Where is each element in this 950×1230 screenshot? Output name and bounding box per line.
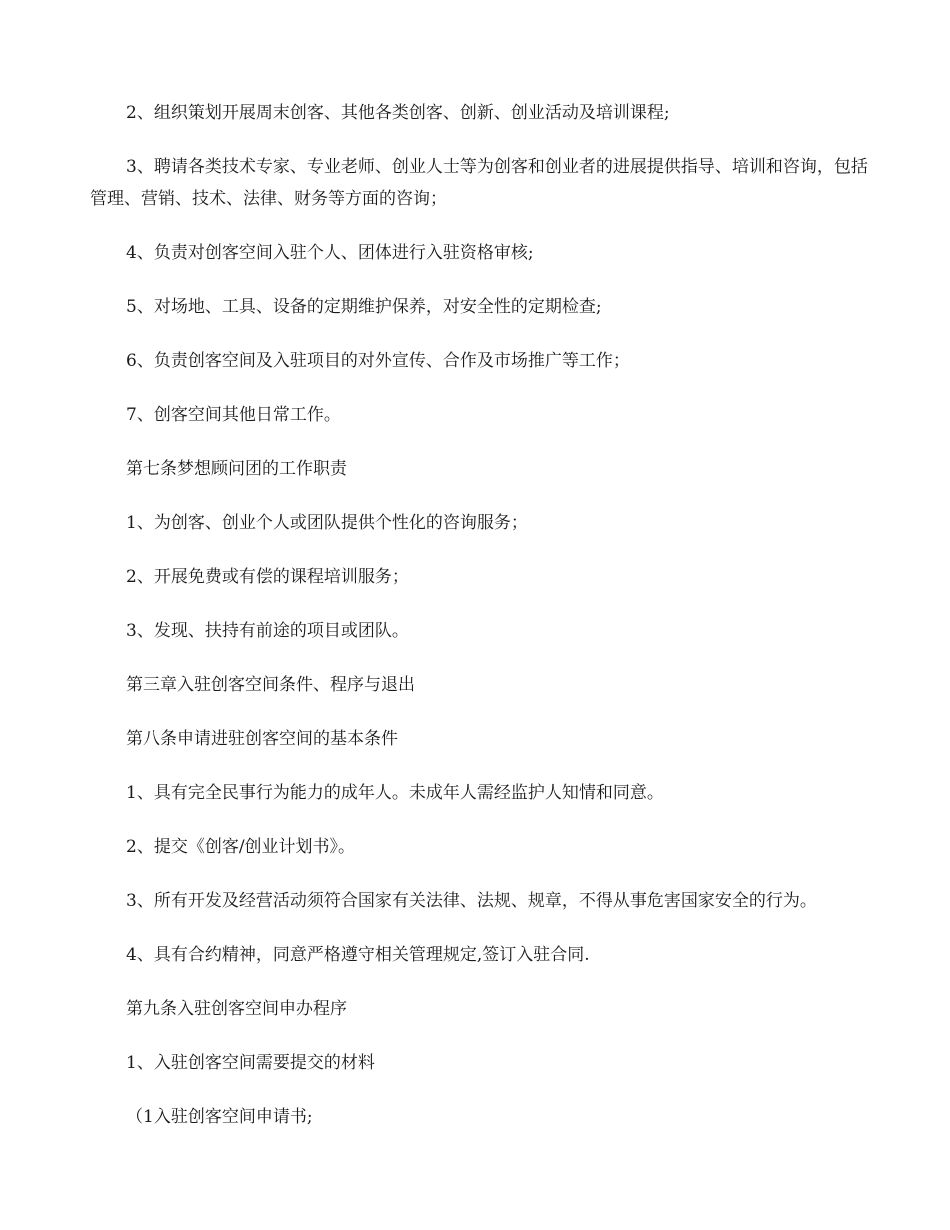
paragraph-condition-2: 2、提交《创客/创业计划书》。 <box>126 837 356 857</box>
paragraph-gap <box>90 917 880 939</box>
paragraph-gap <box>90 129 880 151</box>
paragraph-advisor-1: 1、为创客、创业个人或团队提供个性化的咨询服务； <box>126 513 528 533</box>
paragraph-gap <box>90 647 880 669</box>
paragraph-material-1: （1入驻创客空间申请书; <box>126 1107 313 1127</box>
paragraph-duty-3: 3、聘请各类技术专家、专业老师、创业人士等为创客和创业者的进展提供指导、培训和咨询，包括管理、营销、技术、法律、财务等方面的咨询； <box>90 157 868 209</box>
paragraph-gap <box>90 431 880 453</box>
paragraph-duty-6: 6、负责创客空间及入驻项目的对外宣传、合作及市场推广等工作； <box>126 351 630 371</box>
chapter-3-heading: 第三章入驻创客空间条件、程序与退出 <box>126 675 415 695</box>
paragraph-duty-4: 4、负责对创客空间入驻个人、团体进行入驻资格审核; <box>126 243 534 263</box>
paragraph-gap <box>90 809 880 831</box>
paragraph-advisor-3: 3、发现、扶持有前途的项目或团队。 <box>126 621 409 641</box>
paragraph-gap <box>90 215 880 237</box>
paragraph-gap <box>90 485 880 507</box>
paragraph-condition-4: 4、具有合约精神，同意严格遵守相关管理规定,签订入驻合同. <box>126 945 590 965</box>
paragraph-gap <box>90 593 880 615</box>
paragraph-gap <box>90 755 880 777</box>
paragraph-gap <box>90 1025 880 1047</box>
paragraph-gap <box>90 323 880 345</box>
paragraph-gap <box>90 539 880 561</box>
paragraph-duty-7: 7、创客空间其他日常工作。 <box>126 405 341 425</box>
paragraph-gap <box>90 1079 880 1101</box>
paragraph-gap <box>90 377 880 399</box>
article-7-heading: 第七条梦想顾问团的工作职责 <box>126 459 347 479</box>
article-8-heading: 第八条申请进驻创客空间的基本条件 <box>126 729 398 749</box>
paragraph-gap <box>90 971 880 993</box>
paragraph-condition-1: 1、具有完全民事行为能力的成年人。未成年人需经监护人知情和同意。 <box>126 783 664 803</box>
paragraph-duty-5: 5、对场地、工具、设备的定期维护保养，对安全性的定期检查; <box>126 297 602 317</box>
document-body <box>90 97 880 1133</box>
paragraph-procedure-1: 1、入驻创客空间需要提交的材料 <box>126 1053 375 1073</box>
paragraph-gap <box>90 269 880 291</box>
paragraph-gap <box>90 701 880 723</box>
paragraph-gap <box>90 863 880 885</box>
paragraph-advisor-2: 2、开展免费或有偿的课程培训服务； <box>126 567 409 587</box>
paragraph-duty-2: 2、组织策划开展周末创客、其他各类创客、创新、创业活动及培训课程; <box>126 103 670 123</box>
paragraph-condition-3: 3、所有开发及经营活动须符合国家有关法律、法规、规章，不得从事危害国家安全的行为。 <box>126 891 817 911</box>
article-9-heading: 第九条入驻创客空间申办程序 <box>126 999 347 1019</box>
